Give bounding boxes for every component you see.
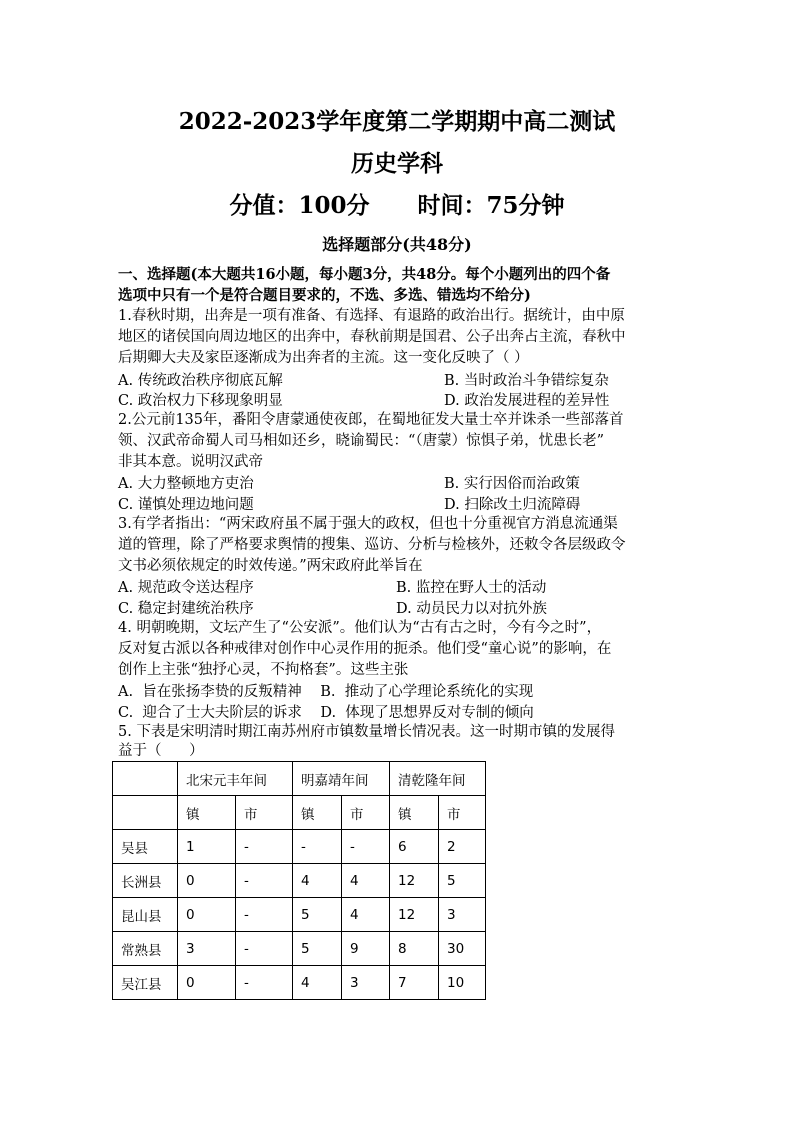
q4-stem-line-2: 反对复古派以各种戒律对创作中心灵作用的扼杀。他们受“童心说”的影响，在	[118, 641, 612, 657]
table-cell: 4	[342, 898, 390, 932]
table-row	[113, 830, 486, 864]
score-time-line: 分值：100分 时间：75分钟	[229, 192, 565, 219]
table-cell: 3	[439, 898, 486, 932]
table-cell: 4	[293, 966, 342, 1000]
table-cell: 12	[390, 898, 439, 932]
q4-stem-line-1: 4. 明朝晚期，文坛产生了“公安派”。他们认为“古有古之时，今有今之时”，	[118, 620, 602, 636]
table-cell: 4	[342, 864, 390, 898]
q2-option-c: C. 谨慎处理边地问题	[118, 497, 254, 513]
table-cell: 3	[342, 966, 390, 1000]
subject-title: 历史学科	[351, 150, 443, 177]
market-town-table	[112, 761, 486, 1000]
q1-option-a: A. 传统政治秩序彻底瓦解	[118, 373, 283, 389]
table-row	[113, 966, 486, 1000]
table-cell: -	[236, 864, 293, 898]
table-cell: 3	[178, 932, 236, 966]
period-header: 北宋元丰年间	[178, 762, 293, 796]
table-cell: 0	[178, 898, 236, 932]
subheader-cell: 市	[342, 796, 390, 830]
table-cell: 6	[390, 830, 439, 864]
county-cell: 吴江县	[113, 966, 178, 1000]
table-cell: 1	[178, 830, 236, 864]
q1-stem-line-3: 后期卿大夫及家臣逐渐成为出奔者的主流。这一变化反映了（ ）	[118, 350, 529, 366]
table-row	[113, 898, 486, 932]
county-cell: 昆山县	[113, 898, 178, 932]
q3-option-a: A. 规范政令送达程序	[118, 580, 254, 596]
q2-stem-line-3: 非其本意。说明汉武帝	[118, 454, 263, 470]
q1-option-b: B. 当时政治斗争错综复杂	[444, 373, 609, 389]
q1-stem-line-1: 1.春秋时期，出奔是一项有准备、有选择、有退路的政治出行。据统计，由中原	[118, 308, 625, 324]
q2-option-a: A. 大力整顿地方吏治	[118, 476, 254, 492]
q2-stem-line-2: 领、汉武帝命蜀人司马相如还乡，晓谕蜀民：“（唐蒙）惊惧子弟，忧患长老”	[118, 433, 605, 449]
table-corner-cell	[113, 762, 178, 796]
subheader-cell: 镇	[390, 796, 439, 830]
subheader-cell: 市	[439, 796, 486, 830]
instructions-line-1: 一、选择题(本大题共16小题，每小题3分，共48分。每个小题列出的四个备	[118, 266, 611, 283]
q1-option-c: C. 政治权力下移现象明显	[118, 393, 283, 409]
subheader-cell: 市	[236, 796, 293, 830]
q2-option-d: D. 扫除改土归流障碍	[444, 497, 581, 513]
period-header: 明嘉靖年间	[293, 762, 390, 796]
table-cell: 8	[390, 932, 439, 966]
q5-stem-line-2: 益于（ ）	[118, 743, 204, 759]
q3-option-d: D. 动员民力以对抗外族	[396, 601, 547, 617]
table-cell: 30	[439, 932, 486, 966]
table-cell: 7	[390, 966, 439, 1000]
q4-options-cd: C. 迎合了士大夫阶层的诉求 D. 体现了思想界反对专制的倾向	[118, 705, 534, 721]
q3-stem-line-3: 文书必须依规定的时效传递。”两宋政府此举旨在	[118, 558, 423, 574]
subheader-cell: 镇	[293, 796, 342, 830]
table-row	[113, 864, 486, 898]
county-cell: 吴县	[113, 830, 178, 864]
table-cell: 12	[390, 864, 439, 898]
table-cell: 5	[439, 864, 486, 898]
instructions-line-2: 选项中只有一个是符合题目要求的，不选、多选、错选均不给分)	[118, 287, 531, 304]
q5-stem-line-1: 5. 下表是宋明清时期江南苏州府市镇数量增长情况表。这一时期市镇的发展得	[118, 724, 615, 740]
table-cell: 0	[178, 966, 236, 1000]
table-cell: 0	[178, 864, 236, 898]
table-row	[113, 932, 486, 966]
q3-stem-line-1: 3.有学者指出：“两宋政府虽不属于强大的政权，但也十分重视官方消息流通渠	[118, 516, 618, 532]
county-cell: 长洲县	[113, 864, 178, 898]
table-cell: 9	[342, 932, 390, 966]
q4-stem-line-3: 创作上主张“独抒心灵，不拘格套”。这些主张	[118, 662, 409, 678]
table-cell: -	[236, 830, 293, 864]
table-cell: 2	[439, 830, 486, 864]
q3-stem-line-2: 道的管理，除了严格要求舆情的搜集、巡访、分析与检核外，还敕令各层级政令	[118, 537, 626, 553]
q1-stem-line-2: 地区的诸侯国向周边地区的出奔中，春秋前期是国君、公子出奔占主流，春秋中	[118, 329, 626, 345]
table-cell: -	[236, 932, 293, 966]
table-cell: -	[236, 898, 293, 932]
exam-title: 2022-2023学年度第二学期期中高二测试	[178, 108, 616, 135]
table-cell: -	[293, 830, 342, 864]
table-cell: 4	[293, 864, 342, 898]
q3-option-b: B. 监控在野人士的活动	[396, 580, 547, 596]
q2-option-b: B. 实行因俗而治政策	[444, 476, 580, 492]
table-cell: 10	[439, 966, 486, 1000]
table-corner-cell	[113, 796, 178, 830]
q1-option-d: D. 政治发展进程的差异性	[444, 393, 610, 409]
section-title: 选择题部分(共48分)	[322, 235, 472, 254]
table-header-row	[113, 762, 486, 796]
table-cell: 5	[293, 932, 342, 966]
q4-options-ab: A. 旨在张扬李贽的反叛精神 B. 推动了心学理论系统化的实现	[118, 684, 534, 700]
q3-option-c: C. 稳定封建统治秩序	[118, 601, 254, 617]
period-header: 清乾隆年间	[390, 762, 486, 796]
q2-stem-line-1: 2.公元前135年，番阳令唐蒙通使夜郎，在蜀地征发大量士卒并诛杀一些部落首	[118, 412, 624, 428]
table-subheader-row	[113, 796, 486, 830]
table-cell: 5	[293, 898, 342, 932]
county-cell: 常熟县	[113, 932, 178, 966]
table-cell: -	[236, 966, 293, 1000]
table-cell: -	[342, 830, 390, 864]
subheader-cell: 镇	[178, 796, 236, 830]
